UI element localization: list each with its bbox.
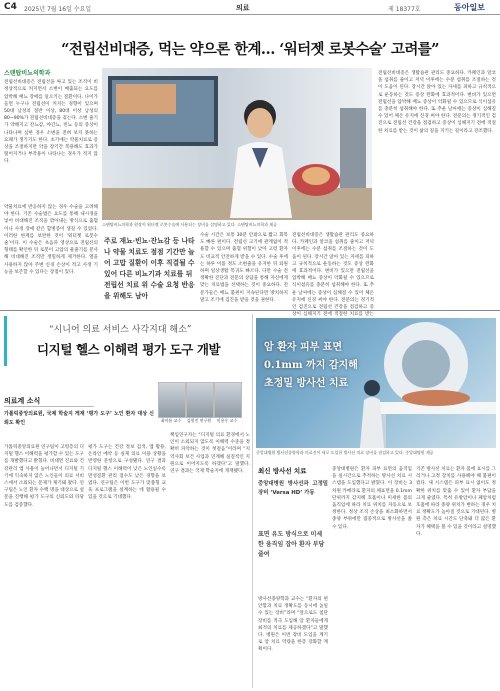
story1-col4-text: 전립선비대증은 생활습관 관리도 중요하다. 카페인과 알코올 섭취를 줄이고 저녁 이후에는 수분 섭취를 조절하는 것이 도움이 된다. 장시간 앉아 있는 자세를 피하고 규칙적으로 운동하는 것도 증상 완화에 효과적이다. 변비가 있으면 전립선을 압박해 배뇨 증상이 악화될 수 있으므로 식이섬유를 충분히 섭취해야 한다. 또 추운 날씨에는 증상이 심해질 수 있어 체온 유지에 신경 써야 한다. 전문의는 정기적인 검진으로 전립선 건강을 점검하고 증상이 심해지기 전에 적절한 치료를 받는 bbox=[292, 233, 374, 318]
story1-col2 bbox=[4, 204, 98, 304]
story3-col1 bbox=[332, 466, 412, 688]
story2-body1: 가톨릭중앙의료원 연구팀이 고령층의 디지털 헬스 이해력을 평가할 수 있는 도구를 개발했다고 밝혔다. 비대면 진료와 건강관리 앱 사용이 늘어나면서 디지털 기기에 익숙하지 않은 노인들이 의료 서비스에서 소외되는 문제가 제기돼 왔다. 연구팀은 노인 환자 수백 명을 대상으로 설문을 진행해 평가 도구의 신뢰도와 타당도를 검증했다. bbox=[4, 445, 84, 508]
story3-banner-line1: 암 환자 피부 표면 bbox=[264, 342, 343, 353]
story2-col1 bbox=[4, 444, 84, 688]
story2-title: 디지털 헬스 이해력 평가 도구 개발 bbox=[37, 342, 221, 357]
story3-banner-line2: 0.1mm 까지 감지해 bbox=[264, 360, 358, 371]
story2-headline-box bbox=[4, 316, 253, 366]
story1-col3 bbox=[200, 232, 288, 304]
column-divider bbox=[252, 314, 253, 688]
story1-photo-caption: 스탠탑비뇨의학과 원장이 워터젯 로봇수술에 사용되는 장비를 설명하고 있다. 스탠탑비뇨의학과 제공 bbox=[102, 222, 278, 227]
story2-col2 bbox=[88, 444, 166, 688]
story3-col3-text: 방사선종양학과 교수는 “환자의 편안함과 치료 정확도를 동시에 높일 수 있는 장비”라며 “앞으로도 첨단 장비를 적극 도입해 암 환자들에게 최적의 치료를 제공하겠다”고 말했다. 병원은 이번 장비 도입을 계기로 암 치료 역량을 한층 강화할 계획이다. bbox=[258, 597, 328, 653]
story2-body3: 책임연구자는 “디지털 의료 환경에서 노인이 소외되지 않도록 이해력 수준을 정확히 파악하는 것이 첫걸음”이라며 “지역사회 보건 사업과 연계해 실질적인 지원으로 이어지도록 하겠다”고 말했다. 연구 결과는 국제 학술지에 게재됐다. bbox=[170, 433, 250, 475]
story1-col5-text: 전립선비대증은 생활습관 관리도 중요하다. 카페인과 알코올 섭취를 줄이고 저녁 이후에는 수분 섭취를 조절하는 것이 도움이 된다. 장시간 앉아 있는 자세를 피하고 규칙적으로 운동하는 것도 증상 완화에 효과적이다. 변비가 있으면 전립선을 압박해 배뇨 증상이 악화될 수 있으므로 식이섬유를 충분히 섭취해야 한다. 또 추운 날씨에는 증상이 심해질 수 있어 체온 유지에 신경 써야 한다. 전문의는 정기적인 검진으로 전립선 건강을 점검하고 증상이 심해지기 전에 적절한 치료를 받는 것이 삶의 질을 지키는 길이라고 강조했다. bbox=[378, 71, 496, 134]
story1-col1-text: 전립선비대증은 전립선을 싸고 있는 조직이 비정상적으로 커지면서 소변이 배출되는 요도를 압박해 배뇨 장애를 일으키는 질환이다. 나이가 들면 누구나 전립선이 커지는 경향이 있으며 50대 남성의 절반 이상, 80대 이상 남성의 80~90%가 전립선비대증을 겪는다. 소변 줄기가 약해지고 잔뇨감, 야간뇨, 빈뇨 등의 증상이 나타나며 심한 경우 소변을 전혀 보지 못하는 요폐가 생기기도 한다. 초기에는 약물치료로 증상을 조절하지만 약을 장기간 복용해도 효과가 떨어지거나 부작용이 나타나는 경우가 적지 않다. bbox=[4, 80, 98, 165]
newspaper-logo: 동아일보 bbox=[454, 2, 485, 12]
story2-col3 bbox=[170, 432, 250, 688]
story2-byline: 의료계 소식 bbox=[4, 397, 41, 405]
story3-col1-text: 중앙대병원은 환자 피부 표면의 움직임을 실시간으로 추적하는 방사선 치료 시스템을 도입했다고 밝혔다. 이 장비는 3차원 카메라로 환자의 체표면을 0.1mm 단위까지 감지해 호흡이나 미세한 몸의 움직임에 따라 치료 위치를 자동으로 보정한다. 정상 조직 손상을 최소화하면서 종양 부위에만 집중적으로 방사선을 쏠 수 있다. bbox=[332, 467, 412, 530]
story1-col5 bbox=[378, 70, 496, 304]
edition-number: 제 18377호 bbox=[388, 6, 421, 13]
story3-kicker: 최신 방사선 치료 bbox=[258, 467, 307, 475]
story3-sub: 중앙대병원 방사선과 고정밀 장비 ‘Versa HD’ 가동 bbox=[258, 481, 328, 496]
story3-photo-caption: 중앙대병원 방사선종양학과 의료진이 새로 도입한 방사선 치료 장비를 점검하고 있다. 중앙대병원 제공 bbox=[256, 450, 434, 455]
main-headline: “전립선비대증, 먹는 약으론 한계… ‘워터젯 로봇수술’ 고려를” bbox=[61, 41, 439, 58]
mugshot-2 bbox=[186, 382, 214, 418]
mugshot-1 bbox=[158, 382, 186, 418]
page-header bbox=[0, 0, 500, 15]
story2-lead: 가톨릭중앙의료원, 국제 학술지 게재 ‘평가 도구’ 노인 환자 대상 신뢰도 확인 bbox=[4, 411, 154, 426]
issue-date: 2025년 7월 16일 수요일 bbox=[24, 6, 92, 13]
page-number: C4 bbox=[4, 2, 17, 12]
story3-banner-line3: 초정밀 방사선 치료 bbox=[264, 378, 349, 389]
mugshot-2-caption: 김원진 연구원 bbox=[186, 418, 212, 423]
story2-body2: 평가 도구는 건강 정보 검색, 앱 활용, 온라인 예약 등 실제 의료 이용 상황을 반영한 문항으로 구성됐다. 연구 결과 디지털 헬스 이해력이 낮은 노인일수록 만성질환 관리 점수도 낮은 경향을 보였다. 연구팀은 이번 도구가 맞춤형 교육 프로그램을 설계하는 데 활용될 수 있을 것으로 기대했다. bbox=[88, 445, 166, 501]
story1-col2-text: 약물치료에 반응하지 않는 경우 수술을 고려해야 한다. 기존 수술법은 요도를 통해 내시경을 넣어 비대해진 조직을 깎아내는 방식으로 출혈이나 사정 장애 같은 합병증이 생길 수 있었다. 이러한 한계를 보완한 것이 ‘워터젯 로봇수술’이다. 이 수술은 초음파 영상으로 전립선의 형태를 확인한 뒤 로봇이 고압의 물줄기를 분사해 비대해진 조직만 정밀하게 제거한다. 열을 사용하지 않아 주변 신경 손상이 적고 사정 기능을 보존할 수 있다는 장점이 있다. bbox=[4, 205, 98, 275]
doctor-with-model-illustration bbox=[102, 68, 372, 220]
section-divider bbox=[0, 310, 500, 311]
story2-byline-rule bbox=[4, 406, 94, 407]
mugshot-3 bbox=[214, 382, 242, 418]
mugshot-1-caption: 최아름 교수 bbox=[160, 418, 182, 423]
story3-col2 bbox=[416, 466, 496, 688]
story1-byline: 스탠탑비뇨의학과 bbox=[4, 70, 51, 77]
story1-col3-text: 수술 시간은 보통 30분 안팎으로 짧고 회복도 빠른 편이다. 전립선 크기에 관계없이 적용할 수 있으며 출혈 위험이 낮아 고령 환자도 비교적 안전하게 받을 수 있다. 수술 후에는 하루 이틀 정도 소변줄을 유지한 뒤 퇴원하며 일상생활 복귀도 빠르다. 다만 수술 전 정확한 진단과 전문의 상담을 통해 자신에게 맞는 치료법을 선택하는 것이 중요하다. 전문가들은 배뇨 불편이 지속된다면 방치하지 말고 조기에 검진을 받을 것을 권한다. bbox=[200, 233, 288, 303]
story1-pullquote: 주로 재뇨·빈뇨·잔뇨감 등 나타나 약물 치료도 점점 기간만 늘어 고맙 질환이 이후 직결될 수 있어 다른 비뇨기과 치료를 뒤 전립선 치료 위 수술 요청 반응을 위해도 남아 bbox=[104, 237, 195, 300]
section-title: 의료 bbox=[236, 4, 250, 12]
story3-col3 bbox=[258, 596, 328, 688]
story2-kicker: “시니어 의료 서비스 사각지대 해소” bbox=[49, 325, 192, 335]
mugshot-3-caption: 이용우 교수 bbox=[216, 418, 238, 423]
story1-col4 bbox=[292, 232, 374, 318]
story1-photo bbox=[102, 68, 372, 220]
story3-col2-text: 기존 방사선 치료는 환자 몸에 표시를 그리거나 고정 장치를 사용해야 해 불편이 컸다. 새 시스템은 피부 표시 없이도 정확한 위치를 맞출 수 있어 환자 부담을 크게 줄였다. 특히 유방암이나 폐암처럼 호흡에 따라 종양 위치가 변하는 경우 치료 정확도가 높아질 것으로 기대된다. 병원 측은 치료 시간도 단축돼 더 많은 환자가 혜택을 볼 수 있을 것이라고 설명했다. bbox=[416, 467, 496, 537]
story3-pullquote: 표면 유도 방식으로 미세한 움직임 잡아 환자 부담 줄여 bbox=[258, 531, 325, 558]
